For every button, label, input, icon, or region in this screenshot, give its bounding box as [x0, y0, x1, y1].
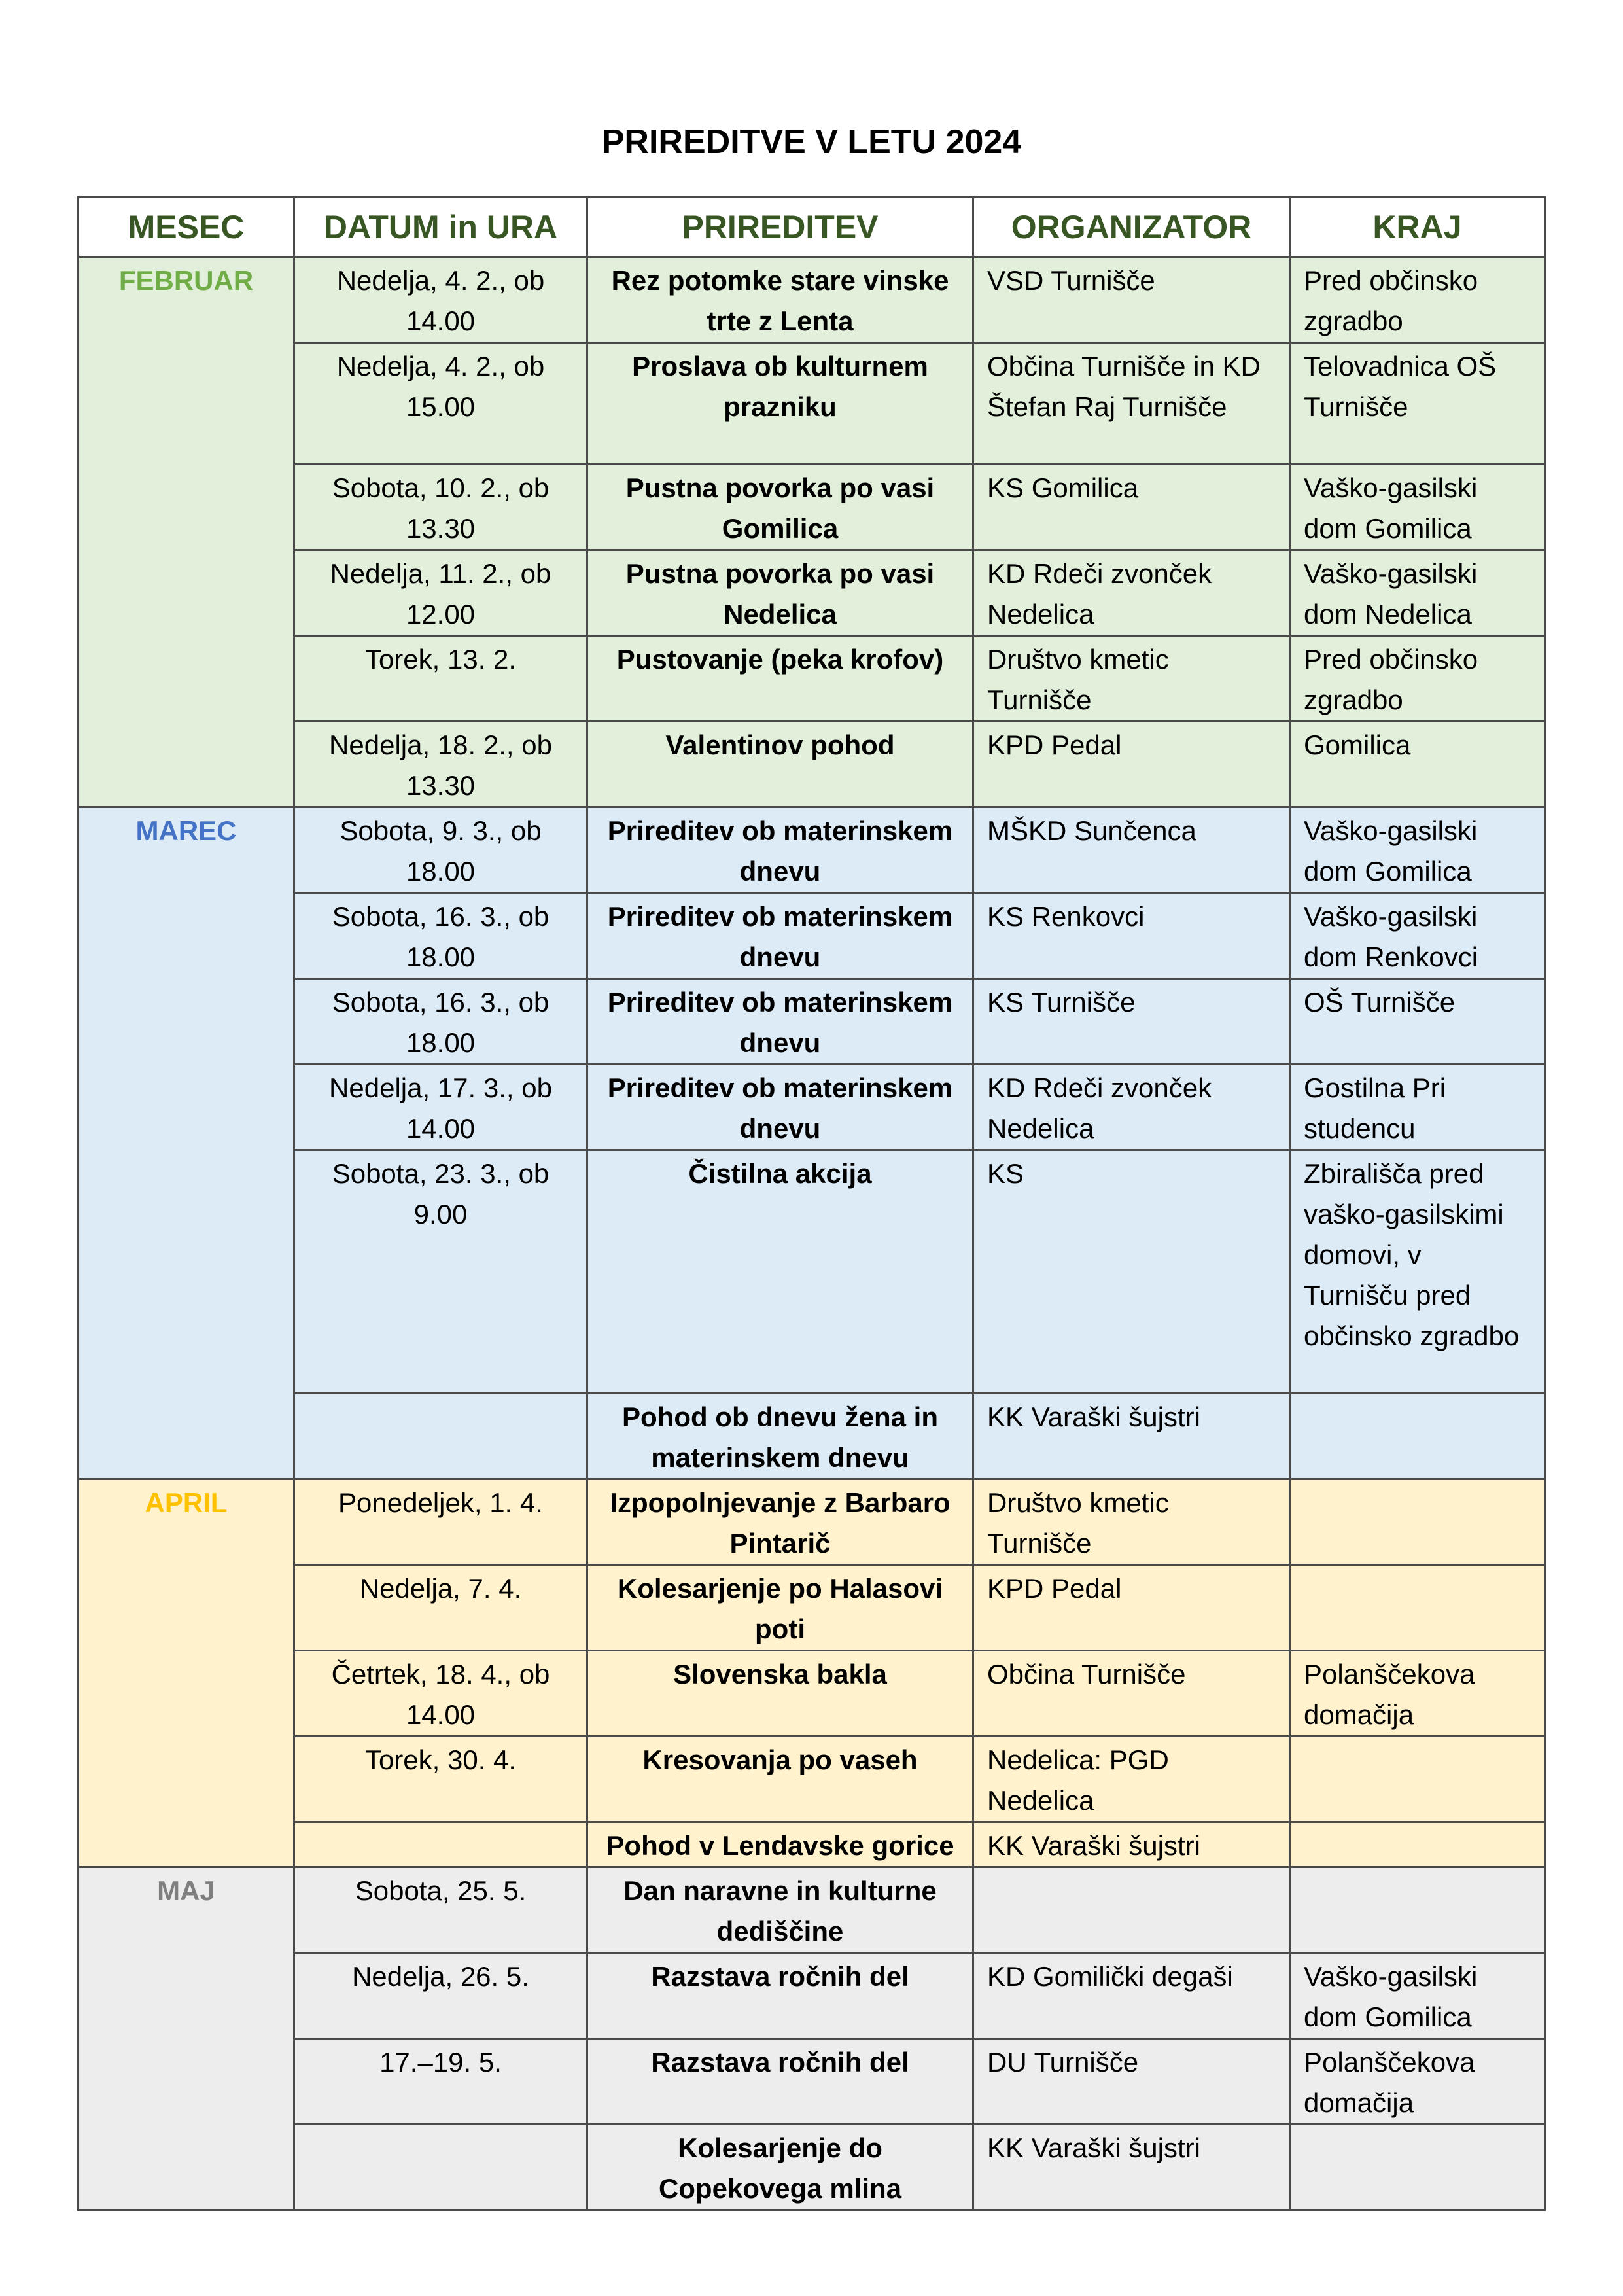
column-header-month: MESEC [79, 198, 294, 257]
table-row [79, 2039, 1545, 2125]
place-cell [1290, 2125, 1545, 2210]
place-cell: Vaško-gasilski dom Nedelica [1290, 550, 1545, 636]
place-cell: Vaško-gasilski dom Renkovci [1290, 893, 1545, 979]
table-row [79, 1737, 1545, 1822]
event-cell: Rez potomke stare vinske trte z Lenta [587, 257, 973, 343]
table-row [79, 1651, 1545, 1737]
event-cell: Izpopolnjevanje z Barbaro Pintarič [587, 1479, 973, 1565]
table-row [79, 1394, 1545, 1479]
date-cell: Sobota, 16. 3., ob 18.00 [294, 893, 587, 979]
place-cell: Vaško-gasilski dom Gomilica [1290, 807, 1545, 893]
table-row [79, 2125, 1545, 2210]
column-header-date: DATUM in URA [294, 198, 587, 257]
date-cell: Sobota, 9. 3., ob 18.00 [294, 807, 587, 893]
date-cell: Nedelja, 4. 2., ob 15.00 [294, 343, 587, 465]
place-cell: Polanščekova domačija [1290, 1651, 1545, 1737]
date-cell: Sobota, 23. 3., ob 9.00 [294, 1150, 587, 1394]
column-header-event: PRIREDITEV [587, 198, 973, 257]
table-row [79, 1065, 1545, 1150]
place-cell: OŠ Turnišče [1290, 979, 1545, 1065]
date-cell [294, 1822, 587, 1867]
month-cell-march: MAREC [79, 807, 294, 1479]
date-cell: Torek, 30. 4. [294, 1737, 587, 1822]
date-cell: Sobota, 16. 3., ob 18.00 [294, 979, 587, 1065]
date-cell [294, 1394, 587, 1479]
event-cell: Čistilna akcija [587, 1150, 973, 1394]
table-row [79, 550, 1545, 636]
place-cell: Zbirališča pred vaško-gasilskimi domovi, v Turnišču pred občinsko zgradbo [1290, 1150, 1545, 1394]
organizer-cell: KS Renkovci [973, 893, 1290, 979]
event-cell: Kolesarjenje do Copekovega mlina [587, 2125, 973, 2210]
table-row [79, 636, 1545, 722]
date-cell: 17.–19. 5. [294, 2039, 587, 2125]
place-cell [1290, 1867, 1545, 1953]
event-cell: Prireditev ob materinskem dnevu [587, 893, 973, 979]
organizer-cell: VSD Turnišče [973, 257, 1290, 343]
organizer-cell: Občina Turnišče in KD Štefan Raj Turnišče [973, 343, 1290, 465]
organizer-cell: MŠKD Sunčenca [973, 807, 1290, 893]
organizer-cell: KS Turnišče [973, 979, 1290, 1065]
place-cell: Gomilica [1290, 722, 1545, 807]
place-cell: Pred občinsko zgradbo [1290, 257, 1545, 343]
event-cell: Razstava ročnih del [587, 1953, 973, 2039]
date-cell: Sobota, 10. 2., ob 13.30 [294, 465, 587, 550]
month-cell-may: MAJ [79, 1867, 294, 2210]
month-cell-april: APRIL [79, 1479, 294, 1867]
event-cell: Pustna povorka po vasi Gomilica [587, 465, 973, 550]
page-title: PRIREDITVE V LETU 2024 [601, 123, 1022, 161]
event-cell: Pustovanje (peka krofov) [587, 636, 973, 722]
organizer-cell: Društvo kmetic Turnišče [973, 636, 1290, 722]
table-row [79, 893, 1545, 979]
table-row [79, 1479, 1545, 1565]
date-cell: Nedelja, 7. 4. [294, 1565, 587, 1651]
date-cell [294, 2125, 587, 2210]
organizer-cell: KPD Pedal [973, 722, 1290, 807]
organizer-cell: Občina Turnišče [973, 1651, 1290, 1737]
place-cell [1290, 1479, 1545, 1565]
event-cell: Dan naravne in kulturne dediščine [587, 1867, 973, 1953]
table-row [79, 1822, 1545, 1867]
column-header-organizer: ORGANIZATOR [973, 198, 1290, 257]
date-cell: Nedelja, 4. 2., ob 14.00 [294, 257, 587, 343]
date-cell: Nedelja, 18. 2., ob 13.30 [294, 722, 587, 807]
organizer-cell: KD Rdeči zvonček Nedelica [973, 550, 1290, 636]
place-cell: Gostilna Pri studencu [1290, 1065, 1545, 1150]
place-cell [1290, 1394, 1545, 1479]
event-cell: Pohod ob dnevu žena in materinskem dnevu [587, 1394, 973, 1479]
table-row [79, 722, 1545, 807]
event-cell: Valentinov pohod [587, 722, 973, 807]
date-cell: Nedelja, 17. 3., ob 14.00 [294, 1065, 587, 1150]
place-cell: Vaško-gasilski dom Gomilica [1290, 1953, 1545, 2039]
place-cell [1290, 1737, 1545, 1822]
place-cell: Pred občinsko zgradbo [1290, 636, 1545, 722]
organizer-cell: KD Rdeči zvonček Nedelica [973, 1065, 1290, 1150]
event-cell: Proslava ob kulturnem prazniku [587, 343, 973, 465]
table-row [79, 1565, 1545, 1651]
date-cell: Sobota, 25. 5. [294, 1867, 587, 1953]
table-row [79, 1867, 1545, 1953]
table-row [79, 1150, 1545, 1394]
place-cell: Polanščekova domačija [1290, 2039, 1545, 2125]
table-row [79, 807, 1545, 893]
organizer-cell: KPD Pedal [973, 1565, 1290, 1651]
month-cell-february: FEBRUAR [79, 257, 294, 807]
date-cell: Četrtek, 18. 4., ob 14.00 [294, 1651, 587, 1737]
event-cell: Pohod v Lendavske gorice [587, 1822, 973, 1867]
event-cell: Slovenska bakla [587, 1651, 973, 1737]
event-cell: Razstava ročnih del [587, 2039, 973, 2125]
events-table [77, 196, 1546, 2211]
organizer-cell: KD Gomilički degaši [973, 1953, 1290, 2039]
table-row [79, 465, 1545, 550]
event-cell: Prireditev ob materinskem dnevu [587, 979, 973, 1065]
place-cell [1290, 1822, 1545, 1867]
place-cell: Vaško-gasilski dom Gomilica [1290, 465, 1545, 550]
organizer-cell [973, 1867, 1290, 1953]
table-row [79, 979, 1545, 1065]
place-cell [1290, 1565, 1545, 1651]
place-cell: Telovadnica OŠ Turnišče [1290, 343, 1545, 465]
event-cell: Prireditev ob materinskem dnevu [587, 1065, 973, 1150]
event-cell: Pustna povorka po vasi Nedelica [587, 550, 973, 636]
organizer-cell: DU Turnišče [973, 2039, 1290, 2125]
event-cell: Prireditev ob materinskem dnevu [587, 807, 973, 893]
table-row [79, 343, 1545, 465]
date-cell: Torek, 13. 2. [294, 636, 587, 722]
column-header-place: KRAJ [1290, 198, 1545, 257]
date-cell: Ponedeljek, 1. 4. [294, 1479, 587, 1565]
table-header-row [79, 198, 1545, 257]
event-cell: Kolesarjenje po Halasovi poti [587, 1565, 973, 1651]
organizer-cell: Nedelica: PGD Nedelica [973, 1737, 1290, 1822]
organizer-cell: Društvo kmetic Turnišče [973, 1479, 1290, 1565]
event-cell: Kresovanja po vaseh [587, 1737, 973, 1822]
organizer-cell: KK Varaški šujstri [973, 1394, 1290, 1479]
date-cell: Nedelja, 26. 5. [294, 1953, 587, 2039]
organizer-cell: KK Varaški šujstri [973, 2125, 1290, 2210]
organizer-cell: KS Gomilica [973, 465, 1290, 550]
table-row [79, 257, 1545, 343]
organizer-cell: KS [973, 1150, 1290, 1394]
table-row [79, 1953, 1545, 2039]
organizer-cell: KK Varaški šujstri [973, 1822, 1290, 1867]
date-cell: Nedelja, 11. 2., ob 12.00 [294, 550, 587, 636]
